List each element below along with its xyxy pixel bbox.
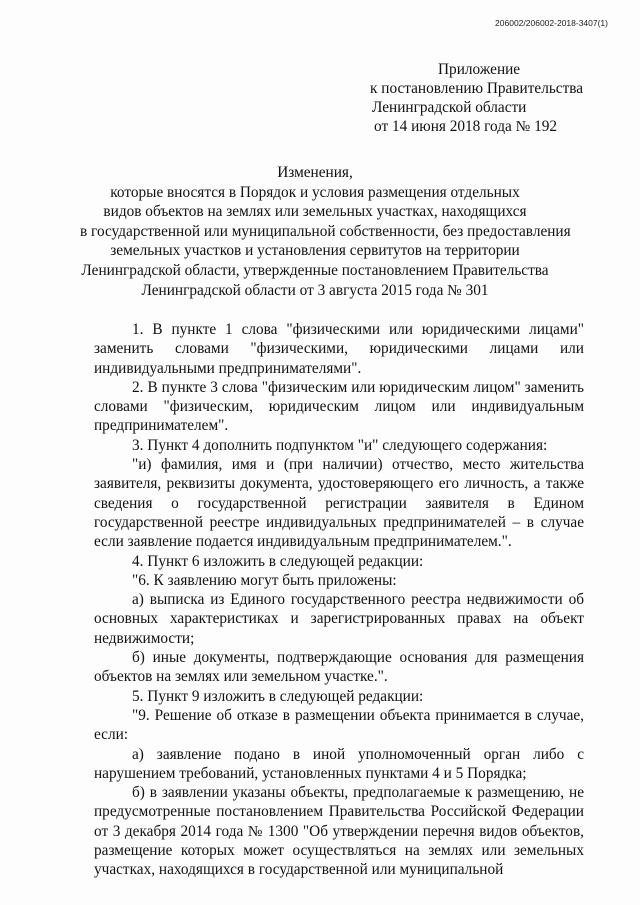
paragraph: 4. Пункт 6 изложить в следующей редакции: bbox=[132, 552, 424, 570]
title-line: в государственной или муниципальной собственности, без предоставления bbox=[80, 222, 571, 240]
paragraph: "и) фамилия, имя и (при наличии) отчество, место жительства заявителя, реквизиты документа, удостоверяющего его личность, а также сведения о государственной регистрации заявителя в Едином государственной реестре индивидуальных предпринимателей – в случае если заявление подается индивидуальным предпринимателем.". bbox=[94, 456, 584, 551]
paragraph: 1. В пункте 1 слова "физическими или юридическими лицами" заменить словами "физическими, юридическими лицами или индивидуальными предпринимателями". bbox=[94, 321, 584, 377]
paragraph: а) выписка из Единого государственного реестра недвижимости об основных характеристиках и зарегистрированных правах на объект недвижимости; bbox=[94, 591, 584, 647]
appendix-line: к постановлению Правительства bbox=[370, 80, 584, 97]
title-line: которые вносятся в Порядок и условия размещения отдельных bbox=[110, 183, 520, 201]
document-body bbox=[94, 320, 584, 880]
paragraph: 3. Пункт 4 дополнить подпунктом "и" следующего содержания: bbox=[132, 436, 548, 454]
paragraph: 2. В пункте 3 слова "физическим или юридическим лицом" заменить словами "физическим, юридическим лицом или индивидуальным предпринимателем". bbox=[94, 378, 584, 435]
appendix-header bbox=[370, 60, 620, 136]
paragraph: б) иные документы, подтверждающие основания для размещения объектов на землях или земельном участке.". bbox=[94, 649, 584, 686]
title-line: Изменения, bbox=[277, 164, 353, 181]
appendix-line: Приложение bbox=[438, 61, 521, 78]
title-line: Ленинградской области от 3 августа 2015 года № 301 bbox=[141, 281, 489, 299]
paragraph: а) заявление подано в иной уполномоченный орган либо с нарушением требований, установленных пунктами 4 и 5 Порядка; bbox=[94, 745, 584, 782]
appendix-line: от 14 июня 2018 года № 192 bbox=[374, 118, 558, 135]
title-line: земельных участков и установления сервитутов на территории bbox=[110, 242, 520, 260]
title-line: видов объектов на землях или земельных участках, находящихся bbox=[103, 203, 527, 221]
paragraph: "9. Решение об отказе в размещении объекта принимается в случае, если: bbox=[94, 706, 584, 744]
appendix-line: Ленинградской области bbox=[372, 99, 527, 116]
document-title bbox=[80, 163, 571, 300]
document-id: 206002/206002-2018-3407(1) bbox=[495, 18, 608, 28]
paragraph: 5. Пункт 9 изложить в следующей редакции: bbox=[132, 687, 424, 705]
title-line: Ленинградской области, утвержденные постановлением Правительства bbox=[81, 261, 549, 279]
paragraph: б) в заявлении указаны объекты, предполагаемые к размещению, не предусмотренные постановлением Правительства Российской Федерации от 3 декабря 2014 года № 1300 "Об утверждении перечня видов объектов, размещение которых может осуществляться на землях или земельных участках, находящихся в государственной или муниципальной bbox=[94, 784, 584, 879]
paragraph: "6. К заявлению могут быть приложены: bbox=[132, 571, 397, 589]
